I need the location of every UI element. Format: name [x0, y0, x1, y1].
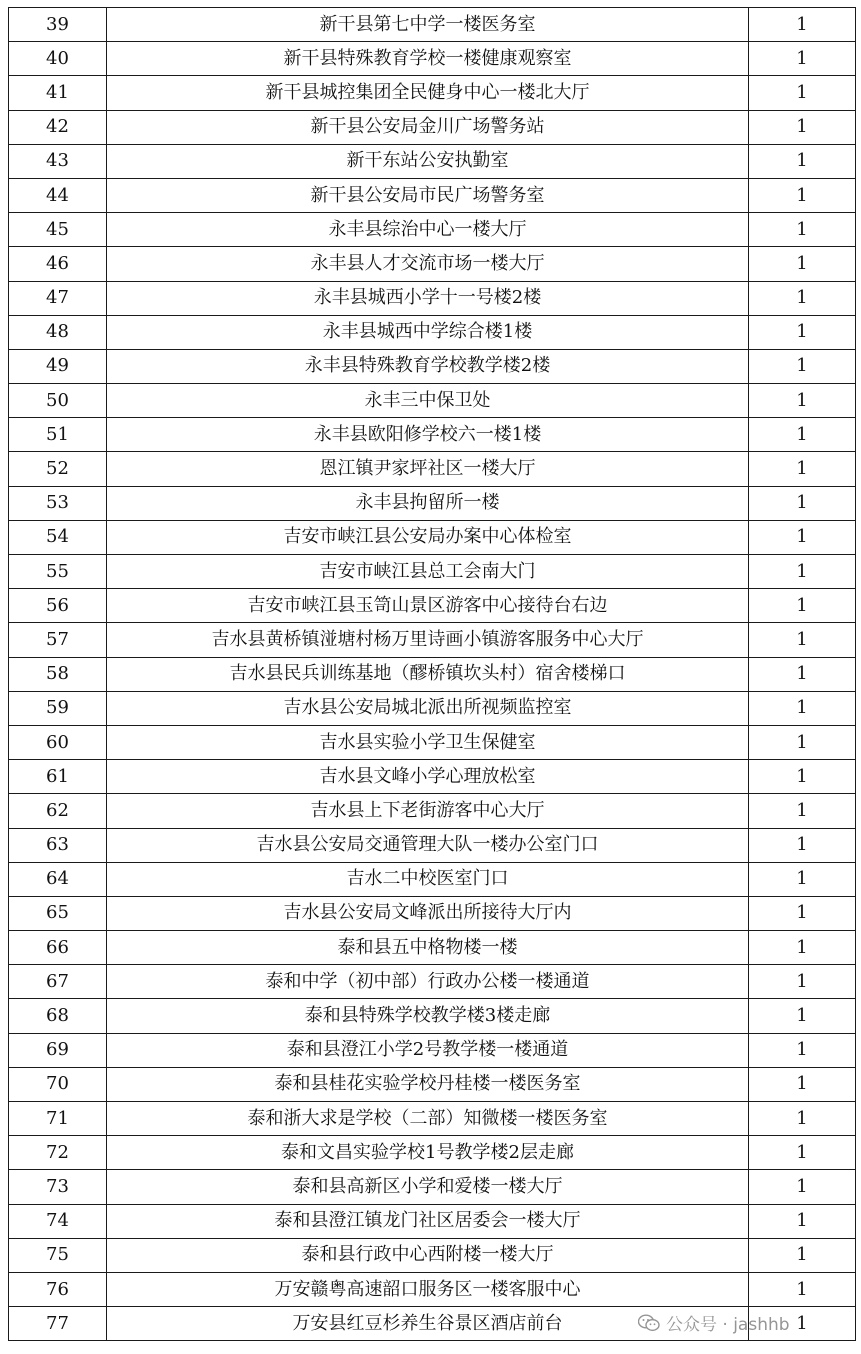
cell-location: 泰和县澄江小学2号教学楼一楼通道: [107, 1033, 749, 1067]
cell-location: 永丰县拘留所一楼: [107, 486, 749, 520]
cell-count: 1: [749, 760, 856, 794]
cell-count: 1: [749, 657, 856, 691]
cell-number: 66: [9, 931, 107, 965]
table-row: [9, 76, 856, 110]
cell-location: 吉安市峡江县公安局办案中心体检室: [107, 520, 749, 554]
table-row: [9, 144, 856, 178]
cell-location: 新干县公安局市民广场警务室: [107, 178, 749, 212]
table-row: [9, 555, 856, 589]
cell-location: 永丰县综治中心一楼大厅: [107, 213, 749, 247]
table-row: [9, 623, 856, 657]
cell-count: 1: [749, 691, 856, 725]
cell-count: 1: [749, 315, 856, 349]
cell-number: 72: [9, 1136, 107, 1170]
table-row: [9, 691, 856, 725]
table-row: [9, 8, 856, 42]
table-row: [9, 965, 856, 999]
table-row: [9, 828, 856, 862]
cell-location: 吉水县公安局城北派出所视频监控室: [107, 691, 749, 725]
cell-number: 47: [9, 281, 107, 315]
table-row: [9, 42, 856, 76]
cell-location: 吉水县公安局文峰派出所接待大厅内: [107, 896, 749, 930]
cell-number: 46: [9, 247, 107, 281]
cell-number: 44: [9, 178, 107, 212]
cell-count: 1: [749, 144, 856, 178]
cell-number: 52: [9, 452, 107, 486]
cell-number: 45: [9, 213, 107, 247]
table-row: [9, 862, 856, 896]
cell-number: 42: [9, 110, 107, 144]
cell-location: 泰和县高新区小学和爱楼一楼大厅: [107, 1170, 749, 1204]
cell-number: 69: [9, 1033, 107, 1067]
cell-location: 吉水县上下老街游客中心大厅: [107, 794, 749, 828]
cell-number: 57: [9, 623, 107, 657]
table-row: [9, 247, 856, 281]
cell-location: 永丰县城西小学十一号楼2楼: [107, 281, 749, 315]
cell-count: 1: [749, 862, 856, 896]
cell-location: 新干县城控集团全民健身中心一楼北大厅: [107, 76, 749, 110]
cell-number: 41: [9, 76, 107, 110]
cell-count: 1: [749, 486, 856, 520]
cell-location: 泰和县五中格物楼一楼: [107, 931, 749, 965]
wechat-icon: [638, 1314, 660, 1332]
cell-number: 49: [9, 349, 107, 383]
table-container: [8, 7, 855, 1341]
cell-number: 77: [9, 1307, 107, 1341]
cell-location: 永丰县城西中学综合楼1楼: [107, 315, 749, 349]
cell-number: 39: [9, 8, 107, 42]
cell-count: 1: [749, 965, 856, 999]
cell-count: 1: [749, 1170, 856, 1204]
cell-count: 1: [749, 896, 856, 930]
cell-number: 54: [9, 520, 107, 554]
table-row: [9, 931, 856, 965]
cell-count: 1: [749, 1307, 856, 1341]
cell-count: 1: [749, 555, 856, 589]
cell-location: 新干县特殊教育学校一楼健康观察室: [107, 42, 749, 76]
cell-location: 万安县红豆杉养生谷景区酒店前台: [107, 1307, 749, 1341]
cell-number: 51: [9, 418, 107, 452]
cell-count: 1: [749, 589, 856, 623]
cell-count: 1: [749, 247, 856, 281]
location-table: [8, 7, 856, 1341]
cell-count: 1: [749, 42, 856, 76]
cell-location: 新干县第七中学一楼医务室: [107, 8, 749, 42]
cell-location: 泰和中学（初中部）行政办公楼一楼通道: [107, 965, 749, 999]
table-row: [9, 1067, 856, 1101]
cell-count: 1: [749, 8, 856, 42]
cell-count: 1: [749, 452, 856, 486]
cell-number: 43: [9, 144, 107, 178]
cell-count: 1: [749, 520, 856, 554]
cell-count: 1: [749, 1204, 856, 1238]
cell-number: 58: [9, 657, 107, 691]
cell-location: 恩江镇尹家坪社区一楼大厅: [107, 452, 749, 486]
cell-number: 50: [9, 384, 107, 418]
table-row: [9, 760, 856, 794]
table-row: [9, 794, 856, 828]
cell-count: 1: [749, 76, 856, 110]
cell-count: 1: [749, 178, 856, 212]
cell-number: 56: [9, 589, 107, 623]
cell-location: 泰和县行政中心西附楼一楼大厅: [107, 1238, 749, 1272]
watermark-text: 公众号 · jashhb: [666, 1315, 790, 1335]
table-row: [9, 1136, 856, 1170]
table-row: [9, 1033, 856, 1067]
cell-number: 48: [9, 315, 107, 349]
cell-location: 新干县公安局金川广场警务站: [107, 110, 749, 144]
table-body: [9, 8, 856, 1341]
table-row: [9, 657, 856, 691]
cell-count: 1: [749, 794, 856, 828]
cell-number: 55: [9, 555, 107, 589]
table-row: [9, 1238, 856, 1272]
table-row: [9, 110, 856, 144]
cell-number: 64: [9, 862, 107, 896]
cell-number: 60: [9, 725, 107, 759]
cell-location: 永丰县欧阳修学校六一楼1楼: [107, 418, 749, 452]
table-row: [9, 999, 856, 1033]
cell-location: 吉水县公安局交通管理大队一楼办公室门口: [107, 828, 749, 862]
table-row: [9, 486, 856, 520]
cell-location: 泰和县特殊学校教学楼3楼走廊: [107, 999, 749, 1033]
table-row: [9, 178, 856, 212]
cell-count: 1: [749, 931, 856, 965]
cell-count: 1: [749, 1238, 856, 1272]
cell-location: 泰和县澄江镇龙门社区居委会一楼大厅: [107, 1204, 749, 1238]
table-row: [9, 418, 856, 452]
cell-count: 1: [749, 999, 856, 1033]
cell-count: 1: [749, 1033, 856, 1067]
cell-location: 永丰三中保卫处: [107, 384, 749, 418]
cell-count: 1: [749, 1067, 856, 1101]
table-row: [9, 349, 856, 383]
cell-count: 1: [749, 281, 856, 315]
cell-number: 63: [9, 828, 107, 862]
cell-count: 1: [749, 725, 856, 759]
cell-location: 吉水县实验小学卫生保健室: [107, 725, 749, 759]
cell-count: 1: [749, 110, 856, 144]
cell-count: 1: [749, 828, 856, 862]
cell-location: 吉水二中校医室门口: [107, 862, 749, 896]
cell-number: 68: [9, 999, 107, 1033]
table-row: [9, 589, 856, 623]
table-row: [9, 1102, 856, 1136]
cell-count: 1: [749, 1136, 856, 1170]
table-row: [9, 725, 856, 759]
cell-count: 1: [749, 349, 856, 383]
cell-number: 74: [9, 1204, 107, 1238]
cell-location: 泰和浙大求是学校（二部）知微楼一楼医务室: [107, 1102, 749, 1136]
cell-number: 40: [9, 42, 107, 76]
cell-number: 70: [9, 1067, 107, 1101]
table-row: [9, 1272, 856, 1306]
cell-location: 吉水县民兵训练基地（醪桥镇坎头村）宿舍楼梯口: [107, 657, 749, 691]
cell-number: 65: [9, 896, 107, 930]
cell-number: 67: [9, 965, 107, 999]
cell-number: 61: [9, 760, 107, 794]
cell-location: 永丰县人才交流市场一楼大厅: [107, 247, 749, 281]
cell-number: 62: [9, 794, 107, 828]
table-row: [9, 213, 856, 247]
table-row: [9, 1204, 856, 1238]
cell-count: 1: [749, 1102, 856, 1136]
cell-location: 新干东站公安执勤室: [107, 144, 749, 178]
cell-location: 泰和文昌实验学校1号教学楼2层走廊: [107, 1136, 749, 1170]
table-row: [9, 896, 856, 930]
cell-count: 1: [749, 418, 856, 452]
cell-location: 吉安市峡江县玉笥山景区游客中心接待台右边: [107, 589, 749, 623]
cell-count: 1: [749, 213, 856, 247]
watermark: [638, 1310, 790, 1335]
cell-count: 1: [749, 384, 856, 418]
cell-location: 永丰县特殊教育学校教学楼2楼: [107, 349, 749, 383]
table-row: [9, 1170, 856, 1204]
cell-number: 73: [9, 1170, 107, 1204]
table-row: [9, 315, 856, 349]
cell-location: 万安赣粤高速韶口服务区一楼客服中心: [107, 1272, 749, 1306]
cell-number: 59: [9, 691, 107, 725]
cell-location: 吉水县文峰小学心理放松室: [107, 760, 749, 794]
cell-number: 71: [9, 1102, 107, 1136]
cell-number: 76: [9, 1272, 107, 1306]
cell-location: 泰和县桂花实验学校丹桂楼一楼医务室: [107, 1067, 749, 1101]
cell-count: 1: [749, 623, 856, 657]
cell-number: 53: [9, 486, 107, 520]
cell-location: 吉安市峡江县总工会南大门: [107, 555, 749, 589]
table-row: [9, 384, 856, 418]
cell-count: 1: [749, 1272, 856, 1306]
cell-number: 75: [9, 1238, 107, 1272]
cell-location: 吉水县黄桥镇湴塘村杨万里诗画小镇游客服务中心大厅: [107, 623, 749, 657]
table-row: [9, 520, 856, 554]
table-row: [9, 452, 856, 486]
table-row: [9, 281, 856, 315]
